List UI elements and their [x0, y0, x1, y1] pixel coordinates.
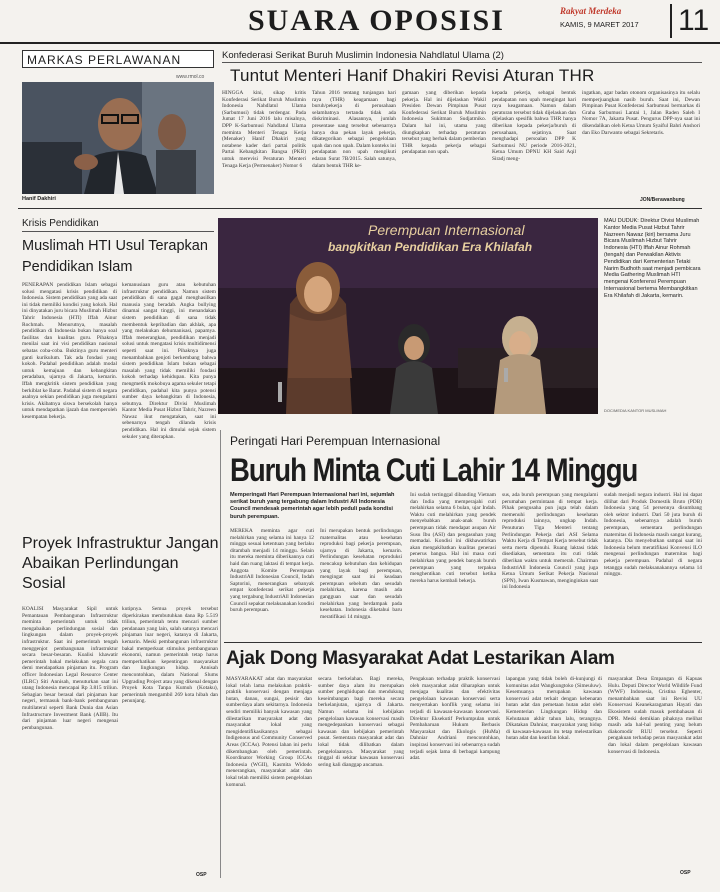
adat-col-4: lapangan yang tidak boleh di-kunjungi di komunitas adat Wangkungtoko (Simeuluw). Kesemuanya merupakan kawasan konservasi adat terkait dengan kebenaran hutan adat dan pemetaan hutan adat oleh Kementerian Lingkungan Hidup dan Kehutanan akhir tahun lalu, terangnya. Dikatakan Dahniar, masyarakat yang hidup di kawasan-kawasan itu tetap melestarikan hutan adat dan kearifan lokal. [506, 676, 602, 742]
markas-col-3: gamaan yang diberikan kepada pekerja. Hal ini dijelaskan Wakil Presiden Dewan Pimpinan Pusat Konfederasi Serikat Buruh Muslimin Indonesia Sukitman Sudjatmiko. Dalam hal ini, utama yang diungkapkan terhadap peraturan tersebut yang berhak dalam pemberian THR kepada pekerja sebagai pendapatan non upah. [402, 90, 486, 156]
cuti-col-1: MEREKA meminta agar cuti melahirkan yang selama ini hanya 12 minggu sesuai ketentuan yang berlaku ditambah menjadi 14 minggu. Selain itu mereka meminta diberikannya cuti haid dan ruang laktasi di tempat kerja. Anggota Komite Perempuan IndustriAll Indonesian Council, Indah Saptorini, menerangkan sebanyak empat konfederasi serikat pekerja yang tergabung IndustriAll Indonesian Council sepakat melaksanakan kondisi buruh perempuan. [230, 528, 314, 614]
hti-col-1: PENERAPAN pendidikan Islam sebagai solusi mengatasi krisis pendidikan di Indonesia. Sistem pendidikan yang ada saat ini tidak memiliki kondisi yang kokoh. Hal ini dinyatakan juru bicara Muslimah Hizbut Tahrir Indonesia (HTI) Iffah Ainur Rochmah. Menurutnya, masalah pendidikan di Indonesia bukan hanya soal fasilitas dan kualitas guru. Pihaknya menilai saat ini visi pendidikan nasional sebatas coba-coba. Buktinya guru menteri ganti kurikulum. Tak ada fondasi yang kokoh. Padahal pendidikan adalah modal untuk kemajuan dan kebangkitan peradaban, ujarnya di Jakarta, kemarin. Iffah mengkritik sistem pendidikan yang berkiblat ke Barat. Padahal sistem di negara asalnya sekian pendidikan juga mengalami krisis. Akibatnya siswa bersekolah hanya untuk mendapatkan ijazah dan memperoleh kesempatan bekerja. [22, 282, 117, 420]
adat-col-3: Pengakuan terhadap praktik konservasi oleh masyarakat adat diharapkan untuk menjaga kualitas dan efektivitas pengelolaan kawasan konservasi serta menyertakan konflik yang selama ini terjadi di kawasan-kawasan konservasi. Direktur Eksekutif Perkumpulan untuk Pembaharuan Hukum Berbasis Masyarakat dan Ekologis (HuMa) Dahniar Andriani mencontohkan, inspirasi konservasi ini sebenarnya sudah terjadi sejak lama di berbagai kampung adat. [410, 676, 500, 762]
column-rule-left [220, 430, 221, 878]
cuti-col-3: Ini sudah tertinggal dibanding Vietnam dan India yang memperajahi cuti melahirkan selama 6 bulan, ujar Indah. Waktu cuti melahirkan yang pendek menyebabkan anak-anak buruh perempuan tidak mendapat asupan Air Susu Ibu (ASI) dan pengasuhan yang memadai. Kondisi ini dikhawatirkan akan mengakibatkan kualitas generasi penerus bangsa. Hal ini masa cuti melahirkan yang pendek banyak buruh perempuan yang terpaksa menghentikan cuti tersebut ketika mereka harus kembali bekerja. [410, 492, 496, 584]
cuti-headline: Buruh Minta Cuti Lahir 14 Minggu [230, 452, 638, 488]
markas-headline: Tuntut Menteri Hanif Dhakiri Revisi Aturan THR [230, 66, 595, 85]
markas-col-1: HINGGA kini, sikap kritis Konfederasi Serikat Buruh Muslimin Indonesia Nahdlatul Ulama (Sarbumusi) tidak terdengar. Pada Jumat 17 Juni 2016 lalu misalnya, DPP K-Sarbumusi Nahdlatul Ulama meminta Menteri Tenaga Kerja (Menaker) Hanif Dhakiri yang notabene kader dari partai politik Partai Kebangkitan Bangsa (PKB) untuk merevisi Peraturan Menteri Tenaga Kerja (Permenaker) Nomor 6 [222, 90, 306, 169]
cuti-col-2: Ini merupakan bentuk perlindungan maternalitas atau kesehatan reproduksi bagi pekerja perempuan, ujarnya di Jakarta, kemarin. Perlindungan kesehatan reproduksi mencakup kebutuhan dan kehidupan yang layak bagi perempuan, mengingat saat ini keadaan perempuan sebelum dan sesudah melahirkan, karena masih ada gangguan saat dan sesudah melahirkan yang berdampak pada kesehatan. Indonesia diketahui baru meratifikasi 14 minggu. [320, 528, 402, 620]
page-number: 11 [670, 4, 709, 38]
infra-col-2: kutipnya. Semua proyek tersebut diperkirakan membutuhkan dana Rp 5.519 triliun, pemerintah tentu mencari sumber pendanaan yang lain, salah satunya mencari pinjaman luar negeri, katanya di Jakarta, kemarin. Meski pembangunan infrastruktur bakal memperkuat stimulus pembangunan ekonomi, namun pemerintah tetap harus memperhatikan kepentingan masyarakat dan lingkungan hidup. Annisah mencontohkan, dalam National Slums Upgrading Project atau yang dikenal dengan Proyek Kota Tanpa Kumuh (Kotaku), pemerintah mengambil 269 kota hibah dan penunjang. [122, 606, 218, 705]
hti-kicker-rule [22, 231, 214, 232]
adat-col-1: MASYARAKAT adat dan masyarakat lokal telah lama melakukan praktik-praktik konservasi dengan menjaga hutan, danau, sungai, pesisir dan sumberdaya alam sekitarnya. Indonesia sendiri memiliki banyak kawasan yang dilestarikan masyarakat adat dan masyarakat lokal yang mengidentifikasikannya sebagai Indigenous and Community Conserved Areas (ICCAs). Potensi lahan ini perlu dikembangkan oleh pemerintah. Koordinator Working Group ICCAs Indonesia (WGII), Kasmita Widodo menerangkan, masyarakat adat dan lokal telah memiliki sistem pengelolaan komunal. [226, 676, 312, 788]
section-title: SUARA OPOSISI [248, 4, 505, 37]
markas-site: www.rmol.co [176, 74, 205, 80]
infra-signature: OSP [196, 872, 207, 878]
banner-line-2: bangkitkan Pendidikan Era Khilafah [328, 240, 533, 254]
markas-col-4: kepada pekerja, sebagai bentuk pendapatan non upah mengingat hari raya keagamaan. Namun dalam peraturan tersebut tidak dijelaskan dan dijelaskan spesifik bahwa THR hanya diberikan kepada pekerja/buruh di perusahaan, sejatinya. Saat menghadapi persoalan DPP K Sarbumusi NU periode 2016-2021, Ketua Umum DPNU KH Said Aqil Siradj meng- [492, 90, 576, 162]
banner-line-1: Perempuan Internasional [368, 222, 525, 238]
markas-col-5: ingatkan, agar badan otonom organisasinya itu selalu memperjuangkan nasib buruh. Saat ini, Dewan Pimpinan Pusat Konfederasi Sarbumusi bermarkas di Graha Sarbumusi Lantai 1, Jalan Raden Saleh I Nomor 7A, Jakarta Pusat. Pengurus DPP-nya saat ini dikendalikan oleh Ketua Umum Syaiful Bahri Anshori dan Eko Darwanto sebagai Sekretaris. [582, 90, 700, 136]
hti-headline: Muslimah HTI Usul Terapkan Pendidikan Islam [22, 238, 208, 275]
photo-caption-hanif: Hanif Dakhiri [22, 196, 56, 202]
adat-headline: Ajak Dong Masyarakat Adat Lestarikan Alam [226, 648, 615, 669]
cuti-col-5: sudah menjadi negara industri. Hal ini dapat dilihat dari Produk Domestik Bruto (PDB) Indonesia yang 54 persennya disumbang oleh sektor industri. Dari 50 juta buruh di Indonesia, sebenarnya adalah buruh perempuan, sementara perlindungan maternitas di Indonesia masih sangat kurang, katanya. Dia menyebutkan sampai saat ini Indonesia belum meratifikasi Konvensi ILO mengenai perlindungan maternitas bagi pekerja perempuan. Padahal di negara tetangga sudah melaksanakannya selama 14 minggu. [604, 492, 702, 578]
infra-headline: Proyek Infrastruktur Jangan Abaikan Perlindungan Sosial [22, 535, 219, 592]
issue-date: KAMIS, 9 MARET 2017 [560, 20, 639, 29]
markas-kicker: Konfederasi Serikat Buruh Muslimin Indonesia Nahdlatul Ulama (2) [222, 50, 504, 61]
divider-1 [18, 208, 702, 209]
paper-name: Rakyat Merdeka [560, 6, 622, 16]
markas-label-box [22, 50, 214, 68]
hti-col-2: kemanusiaan guru atau kebutuhan infrastruktur pendidikan. Namun sistem pendidikan di sana gagal menghasilkan manusia yang beradab. Angka bullying dinamai sangat tinggi, ini menandakan sistem pendidikan di sana tidak membentuk kepribadian dan akhlak, apa yang melakukan dehumanisasi, papamya. Iffah menerangkan, pendidikan menjadi solusi untuk mengatasi krisis multidimensi seperti saat ini. Pihaknya juga menambahkan genjoti berkembang bahwa sistem pendidikan Islam bukan sebagai masalah yang tidak memiliki fondasi kokoh terhadap kehidupan. Kita punya mengmetik mokobuya agama sekuler tetapi pendidikan, padahal kita punya potensi sumber daya kebangkitan di Indonesia, sebutnya. Direktur Divisi Muslimah Kantor Media Pusat Hizbut Tahrir, Nazreen Nawaz ikut mengatakan, saat ini sebenarnya tengah dilanda krisis pendidikan. Hal ini dimulai sejak sistem sekuler yang diterapkan. [122, 282, 216, 440]
cuti-lead: Memperingati Hari Perempuan Internasional hari ini, sejumlah serikat buruh yang tergabung dalam Industri All Indonesia Council mendesak pemerintah agar lebih peduli pada kondisi buruh perempuan. [230, 492, 395, 520]
adat-col-2: secara berkelahan. Bagi mereka, sumber daya alam itu merupakan sumber penghidupan dan mendukung keseimbangan bagi mereka secara berkelanjutan, ujarnya di Jakarta. Namun selama ini kebijakan pengelolaan kawasan konservasi masih mengedepankan konservasi sebagai kawasan dan kebijakan pemerintah pusat. Sementara masyarakat adat dan lokal tidak dilibatkan dalam pengelolaannya. Masyarakat yang tinggal di sekitar kawasan konservasi sering kali dianggap ancaman. [318, 676, 404, 768]
cuti-col-4: sus, ada buruh perempuan yang mengalami perumahan permintaan di tempat kerja. Pihak pengusaha pun juga telah dalam memenuhi perlindungan kesehatan reproduksi lainnya, ungkap Indah. Penuturan Tiga Menteri tentang Perlindungan Pekerja dari ASI Selama Waktu Kerja di Tempat Kerja tersebut tidak serta merta dipenuhi. Ruang laktasi tidak disediakan, sementara itu cuti tidak diberikan waktu untuk memerah. Chairman IndustriAll Indonesia Council yang juga Ketua Umum Serikat Pekerja Nasional (SPN), Iwan Kusmawan, menginginkan saat ini Indonesia [502, 492, 598, 591]
infra-col-1: KOALISI Masyarakat Sipil untuk Pemantauan Pembangunan Infrastruktur meminta pemerintah untuk tidak mengabaikan perlindungan sosial dan lingkungan dalam proyek-proyek infrastruktur. Saat ini pemerintah tengah menggenjot pembangunan infrastruktur secara besar-besaran. Koalisi khawatir pemerintah bakal melakukan segala cara demi mendapatkan pinjaman itu. Program officer Indonesian Legal Resource Center (ILRC) Siti Annisah, menuturkan saat ini utang Indonesia mencapai Rp 3.815 triliun. Sebagian besar berasal dari pinjaman luar negeri, termasuk bank-bank pembangunan multilateral seperti Bank Dunia dan Asian Infrastructure Investment Bank (AIIB). Itu dari pinjaman luar negeri mengenai pembangunan. [22, 606, 118, 731]
markas-col-2: Tahun 2016 tentang tunjangan hari raya (THR) keagamaan bagi buruh/pekerja di perusahaan selambatnya tertanda tidak ada diskriminasi. Alasannya, jumlah presentase uang tersebut sebenarnya hanya dua pekan layak pekerja, dikategorikan sebagai pengelolaan upah dan non upah. Dalam konteks ini pendapatan non upah mengikuti edaran Surat 7B/2015. Salah satunya, dalam bentuk THR ke- [312, 90, 396, 169]
hti-photo-credit: DOC/MEDIA KANTOR MUSLIMAH [604, 408, 667, 413]
cuti-kicker: Peringati Hari Perempuan Internasional [230, 434, 441, 448]
hti-photo-caption: MAU DUDUK: Direktur Divisi Muslimah Kantor Media Pusat Hizbut Tahrir Nazreen Nawaz (kiri) bersama Juru Bicara Muslimah Hizbut Tahrir Indonesia (HTI) Iffah Ainur Rohmah (tengah) dan Perwakilan Aktivis Pendidikan dari Kementerian Tetaki Narim Budhoth saat menjadi pembicara Media Gathering Muslimah HTI mengenai Konferensi Perempuan Internasional bertema Membangkitkan Era Khilafah di Jakarta, kemarin. [604, 218, 701, 299]
divider-2 [224, 642, 702, 643]
markas-kicker-rule [222, 62, 702, 63]
hti-kicker: Krisis Pendidikan [22, 218, 99, 229]
photo-hanif [22, 82, 214, 194]
adat-col-5: masyarakat Desa Empangan di Kapuas Hulu. Deputi Director World Wildlife Fund (WWF) Indonesia, Cristina Eghenter, menambahkan saat ini Revisi UU Konservasi Keanekaragaman Hayati dan Ekosistem sudah masuk pembahasan di DPR. Meski demikian pihaknya melihat masih ada hal-hal penting yang belum diakomodir RUU tersebut. Seperti pengakuan terhadap peran masyarakat adat dan lokal dalam pengelolaan kawasan konservasi di Indonesia. [608, 676, 702, 755]
markas-signature: JON/Berawanbung [640, 197, 685, 203]
adat-signature: OSP [680, 870, 691, 876]
photo-hti-event [218, 218, 598, 414]
markas-label: MARKAS PERLAWANAN [27, 53, 182, 67]
